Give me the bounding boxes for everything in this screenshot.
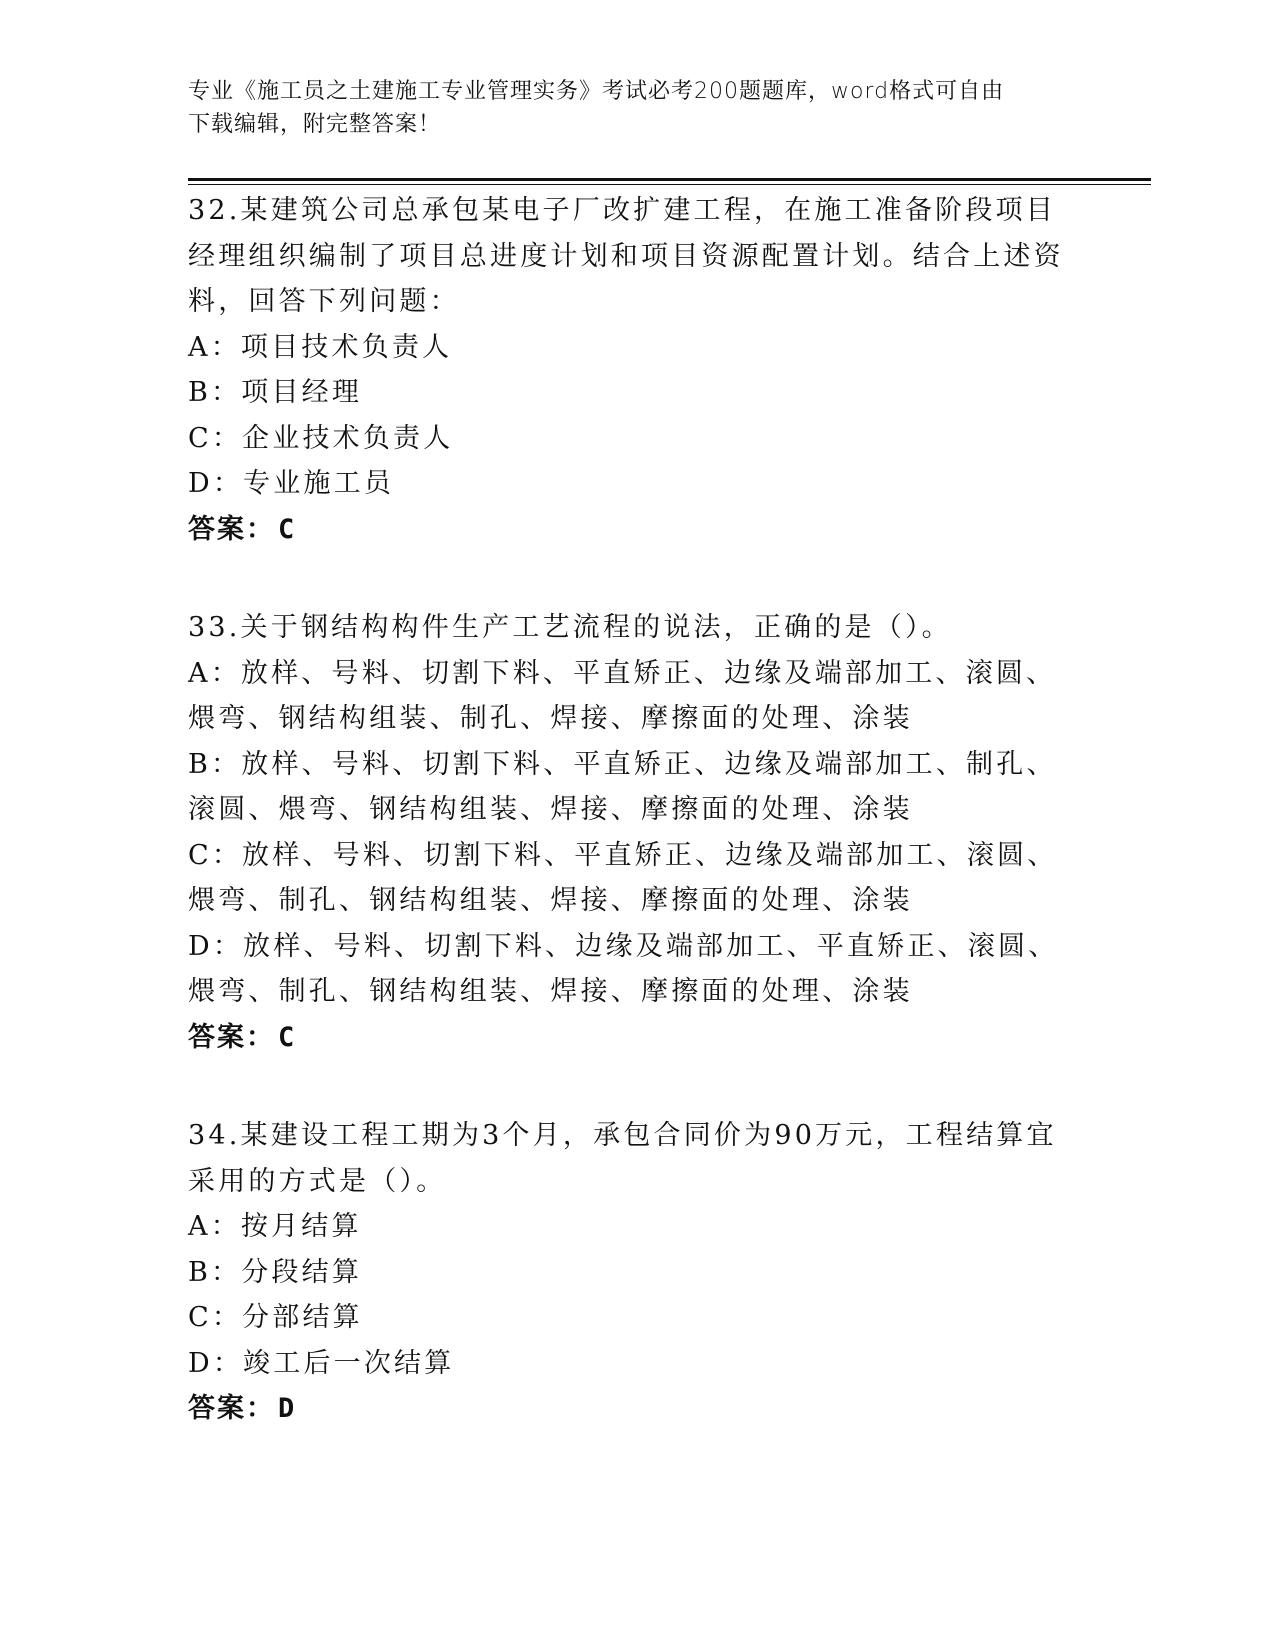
question-34: [188, 1113, 1088, 1432]
option-c: C：放样、号料、切割下料、平直矫正、边缘及端部加工、滚圆、煨弯、制孔、钢结构组装、焊接、摩擦面的处理、涂装: [188, 839, 1058, 916]
answer-label: 答案: [188, 1021, 246, 1053]
header-rule-thin: [188, 184, 1151, 185]
question-32: [188, 188, 1088, 552]
header-line-1: 专业《施工员之土建施工专业管理实务》考试必考200题题库，word格式可自由: [188, 79, 1005, 104]
answer-separator: ：: [246, 1021, 274, 1053]
question-text: 33.关于钢结构构件生产工艺流程的说法，正确的是（）。: [188, 612, 952, 643]
answer-line: [188, 1015, 1088, 1061]
answer-separator: ：: [246, 1393, 274, 1424]
option-c: C：企业技术负责人: [188, 422, 454, 454]
answer-line: [188, 1386, 1088, 1432]
option-b: B：项目经理: [188, 377, 363, 408]
answer-value: C: [278, 513, 296, 545]
answer-line: [188, 507, 1088, 553]
answer-label: 答案: [188, 1393, 246, 1424]
document-header: [188, 75, 1088, 141]
option-b: B：分段结算: [188, 1256, 363, 1288]
option-a: A：放样、号料、切割下料、平直矫正、边缘及端部加工、滚圆、煨弯、钢结构组装、制孔、焊接、摩擦面的处理、涂装: [188, 657, 1057, 734]
option-a: A：按月结算: [188, 1211, 362, 1242]
question-text: 34.某建设工程工期为3个月，承包合同价为90万元，工程结算宜采用的方式是（）。: [188, 1120, 1057, 1197]
option-a: A：项目技术负责人: [188, 331, 453, 363]
header-rule-thick: [188, 178, 1151, 181]
option-d: D：专业施工员: [188, 468, 395, 499]
answer-value: C: [278, 1021, 296, 1053]
question-text: 32.某建筑公司总承包某电子厂改扩建工程，在施工准备阶段项目经理组织编制了项目总进度计划和项目资源配置计划。结合上述资料，回答下列问题：: [188, 195, 1064, 317]
answer-separator: ：: [246, 513, 274, 545]
question-33: [188, 605, 1088, 1060]
option-d: D：放样、号料、切割下料、边缘及端部加工、平直矫正、滚圆、煨弯、制孔、钢结构组装、焊接、摩擦面的处理、涂装: [188, 930, 1059, 1007]
option-b: B：放样、号料、切割下料、平直矫正、边缘及端部加工、制孔、滚圆、煨弯、钢结构组装、焊接、摩擦面的处理、涂装: [188, 748, 1057, 825]
option-c: C：分部结算: [188, 1302, 363, 1333]
answer-value: D: [278, 1393, 296, 1424]
header-line-2: 下载编辑，附完整答案！: [188, 112, 442, 137]
answer-label: 答案: [188, 513, 246, 545]
option-d: D：竣工后一次结算: [188, 1347, 455, 1379]
question-list: [188, 188, 1088, 1485]
